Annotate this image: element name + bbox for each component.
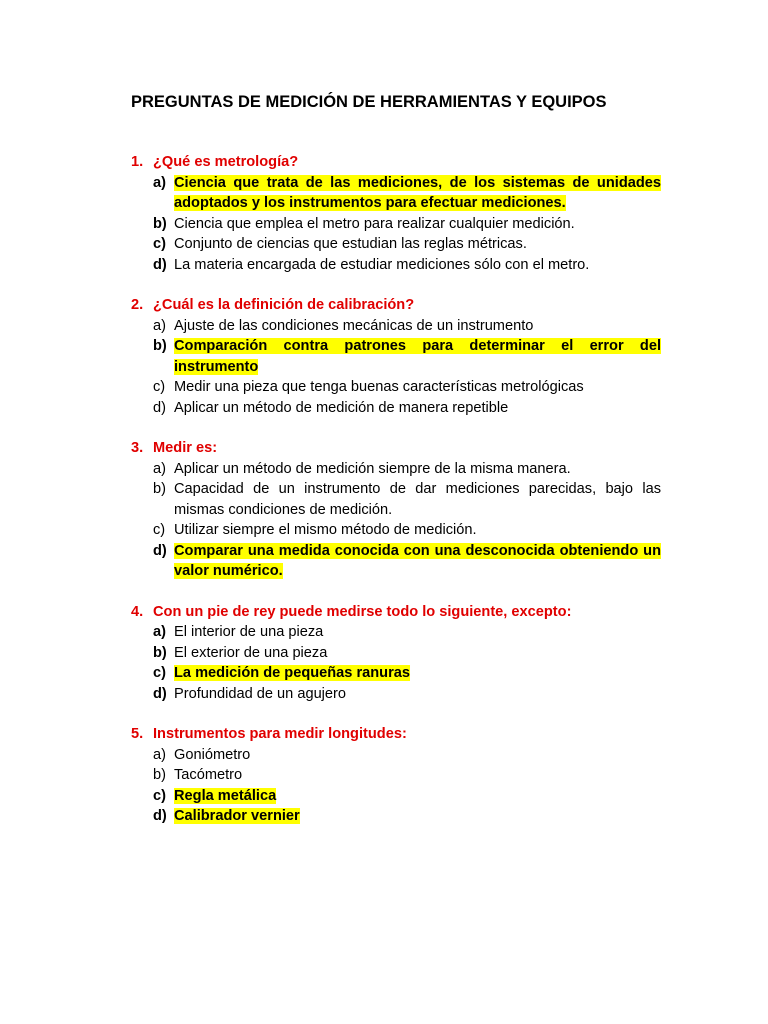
- option-d: [153, 255, 661, 276]
- option-a: [153, 316, 661, 337]
- question-text: Instrumentos para medir longitudes:: [153, 726, 407, 742]
- option-a: [153, 622, 661, 643]
- option-letter: c): [153, 379, 166, 395]
- option-c: [153, 663, 661, 684]
- question-text: Con un pie de rey puede medirse todo lo siguiente, excepto:: [153, 603, 572, 620]
- option-text: [174, 541, 661, 582]
- option-letter: a): [153, 624, 166, 640]
- option-text: Capacidad de un instrumento de dar mediciones parecidas, bajo las mismas condiciones de medición.: [174, 481, 661, 518]
- option-letter: b): [153, 215, 167, 232]
- question-number: 3.: [131, 440, 144, 456]
- option-letter: b): [153, 338, 167, 354]
- options-list: [131, 459, 661, 582]
- question-text: ¿Qué es metrología?: [153, 154, 299, 170]
- option-b: [153, 336, 661, 377]
- option-c: [153, 786, 661, 807]
- question-number: 1.: [131, 154, 144, 170]
- correct-answer-highlight: Regla metálica: [174, 787, 277, 804]
- option-text: Aplicar un método de medición siempre de la misma manera.: [174, 460, 571, 477]
- option-letter: d): [153, 685, 167, 702]
- question-2: [131, 295, 661, 418]
- question-number: 2.: [131, 297, 144, 313]
- option-d: [153, 806, 661, 827]
- option-text: Ajuste de las condiciones mecánicas de un instrumento: [174, 317, 534, 334]
- option-letter: c): [153, 236, 166, 252]
- option-letter: b): [153, 767, 166, 783]
- option-text: Utilizar siempre el mismo método de medición.: [174, 522, 477, 538]
- option-a: [153, 173, 661, 214]
- question-4: [131, 602, 661, 705]
- option-text: Ciencia que emplea el metro para realizar cualquier medición.: [174, 215, 575, 232]
- option-c: [153, 520, 661, 541]
- option-a: [153, 745, 661, 766]
- question-heading: [131, 602, 661, 623]
- option-letter: d): [153, 542, 167, 559]
- option-letter: d): [153, 256, 167, 273]
- option-b: [153, 643, 661, 664]
- correct-answer-highlight: Ciencia que trata de las mediciones, de los sistemas de unidades adoptados y los instrumentos para efectuar mediciones.: [174, 174, 661, 211]
- option-letter: c): [153, 522, 166, 538]
- option-letter: d): [153, 399, 166, 416]
- option-d: [153, 684, 661, 705]
- option-text: Medir una pieza que tenga buenas características metrológicas: [174, 379, 584, 395]
- correct-answer-highlight: La medición de pequeñas ranuras: [174, 665, 411, 681]
- option-b: [153, 214, 661, 235]
- option-c: [153, 234, 661, 255]
- question-text: ¿Cuál es la definición de calibración?: [153, 297, 415, 313]
- option-letter: a): [153, 460, 166, 477]
- question-heading: [131, 295, 661, 316]
- option-b: [153, 479, 661, 520]
- option-text: [174, 806, 661, 827]
- option-text: [174, 663, 661, 684]
- options-list: [131, 173, 661, 276]
- option-letter: b): [153, 644, 167, 661]
- options-list: [131, 622, 661, 704]
- option-text: Goniómetro: [174, 746, 251, 763]
- correct-answer-highlight: Comparar una medida conocida con una desconocida obteniendo un valor numérico.: [174, 542, 661, 579]
- option-letter: c): [153, 665, 166, 681]
- question-3: [131, 438, 661, 582]
- correct-answer-highlight: Comparación contra patrones para determinar el error del instrumento: [174, 338, 661, 375]
- option-b: [153, 765, 661, 786]
- option-text: Tacómetro: [174, 767, 243, 783]
- option-text: La materia encargada de estudiar mediciones sólo con el metro.: [174, 256, 590, 273]
- option-text: El exterior de una pieza: [174, 644, 328, 661]
- option-a: [153, 459, 661, 480]
- correct-answer-highlight: Calibrador vernier: [174, 808, 300, 824]
- option-c: [153, 377, 661, 398]
- question-text: Medir es:: [153, 440, 218, 456]
- question-1: [131, 152, 661, 275]
- question-heading: [131, 724, 661, 745]
- option-letter: b): [153, 481, 166, 497]
- option-text: Profundidad de un agujero: [174, 685, 347, 702]
- question-heading: [131, 438, 661, 459]
- option-d: [153, 541, 661, 582]
- option-text: Conjunto de ciencias que estudian las reglas métricas.: [174, 236, 527, 252]
- option-text: Aplicar un método de medición de manera repetible: [174, 399, 509, 416]
- options-list: [131, 745, 661, 827]
- option-text: [174, 173, 661, 214]
- document-title: PREGUNTAS DE MEDICIÓN DE HERRAMIENTAS Y EQUIPOS: [131, 93, 607, 111]
- option-letter: a): [153, 317, 166, 334]
- option-letter: c): [153, 787, 166, 804]
- option-text: [174, 336, 661, 377]
- option-letter: a): [153, 174, 166, 191]
- option-d: [153, 398, 661, 419]
- question-number: 4.: [131, 603, 144, 620]
- option-letter: d): [153, 808, 167, 824]
- question-heading: [131, 152, 661, 173]
- option-letter: a): [153, 746, 166, 763]
- question-number: 5.: [131, 726, 144, 742]
- option-text: [174, 786, 661, 807]
- question-5: [131, 724, 661, 827]
- option-text: El interior de una pieza: [174, 624, 324, 640]
- options-list: [131, 316, 661, 419]
